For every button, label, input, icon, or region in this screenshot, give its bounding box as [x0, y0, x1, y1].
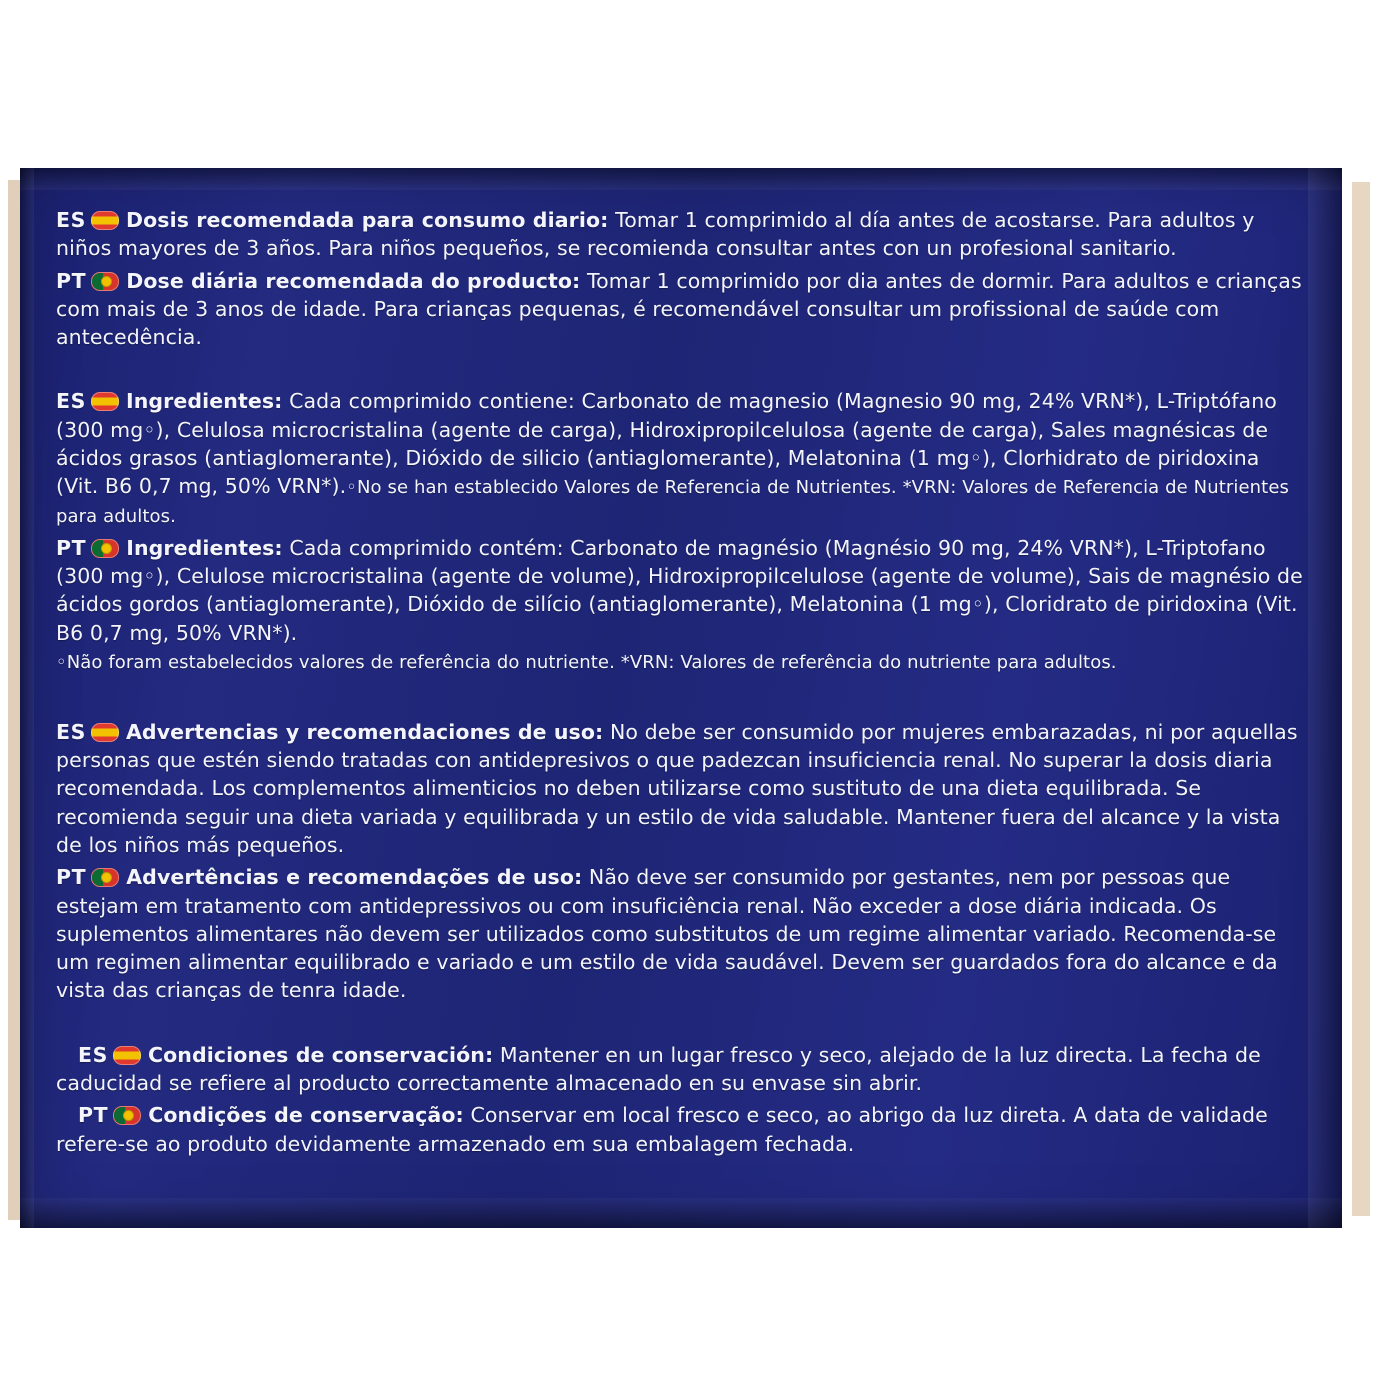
section-dosage [56, 206, 1304, 351]
ingredients-pt-footnote-paragraph [56, 651, 1304, 676]
ingredients-es-heading: Ingredientes: [125, 389, 283, 414]
ingredients-pt-body: Cada comprimido contém: Carbonato de magnésio (Magnésio 90 mg, 24% VRN*), L-Triptofano (300 mg◦), Celulose microcristalina (agente de volume), Hidroxipropilcelulose (agente de volume), Sais de magnésio de ácidos gordos (antiaglomerante), Dióxido de silício (antiaglomerante), Melatonina (1 mg◦), Cloridrato de piridoxina (Vit. B6 0,7 mg, 50% VRN*). [56, 535, 1303, 645]
warnings-pt-heading: Advertências e recomendações de uso: [126, 865, 583, 890]
storage-es-paragraph [56, 1041, 1304, 1098]
dosage-pt-paragraph [56, 267, 1304, 352]
section-warnings [56, 718, 1304, 1005]
warnings-pt-body: Não deve ser consumido por gestantes, nem por pessoas que estejam em tratamento com antidepressivos ou com insuficiência renal. Não exceder a dose diária indicada. Os suplementos alimentares não devem ser utilizados como substitutos de um regime alimentar variado. Recomenda-se um regimen alimentar equilibrado e variado e um estilo de vida saudável. Devem ser guardados fora do alcance e da vista das crianças de tenra idade. [56, 865, 1278, 1003]
flag-spain-icon [113, 1046, 141, 1065]
lang-code-pt: PT [56, 268, 87, 293]
package-left-edge [20, 168, 34, 1228]
ingredients-pt-footnote: ◦Não foram estabelecidos valores de referência do nutriente. *VRN: Valores de referência do nutriente para adultos. [56, 652, 1117, 674]
flag-portugal-icon [91, 868, 119, 887]
lang-code-pt: PT [56, 535, 87, 560]
storage-pt-heading: Condições de conservação: [148, 1103, 464, 1128]
label-text-content [56, 206, 1304, 1174]
warnings-es-body: No debe ser consumido por mujeres embarazadas, ni por aquellas personas que estén siendo tratadas con antidepresivos o que padezcan insuficiencia renal. No superar la dosis diaria recomendada. Los complementos alimenticios no deben utilizarse como sustituto de una dieta equilibrada. Se recomienda seguir una dieta variada y equilibrada y un estilo de vida saludable. Mantener fuera del alcance y la vista de los niños más pequeños. [56, 719, 1298, 857]
flag-portugal-icon [113, 1106, 141, 1125]
flag-portugal-icon [91, 539, 119, 558]
dosage-pt-body: Tomar 1 comprimido por dia antes de dormir. Para adultos e crianças com mais de 3 anos de idade. Para crianças pequenas, é recomendável consultar um profissional de saúde com antecedência. [56, 268, 1302, 350]
storage-pt-body: Conservar em local fresco e seco, ao abrigo da luz direta. A data de validade refere-se ao produto devidamente armazenado em sua embalagem fechada. [56, 1103, 1268, 1156]
divider-space-3 [56, 1021, 1304, 1041]
carton-edge-right [1352, 182, 1370, 1216]
ingredients-pt-paragraph [56, 534, 1304, 647]
warnings-es-heading: Advertencias y recomendaciones de uso: [125, 719, 604, 744]
storage-pt-paragraph [56, 1101, 1304, 1158]
package-back-panel [20, 168, 1342, 1228]
ingredients-pt-heading: Ingredientes: [126, 535, 283, 560]
lang-code-pt: PT [56, 865, 87, 890]
lang-code-es: ES [56, 208, 86, 232]
ingredients-es-footnote: ◦No se han establecido Valores de Referencia de Nutrientes. *VRN: Valores de Referencia de Nutrientes para adultos. [56, 477, 1289, 528]
divider-space-1 [56, 367, 1304, 387]
divider-space-2 [56, 692, 1304, 718]
section-ingredients [56, 387, 1304, 675]
lang-code-es: ES [78, 1042, 108, 1067]
package-top-fold [20, 168, 1342, 190]
section-storage [56, 1041, 1304, 1158]
lang-code-pt: PT [78, 1103, 109, 1128]
package-bottom-fold [20, 1198, 1342, 1228]
storage-es-body: Mantener en un lugar fresco y seco, alejado de la luz directa. La fecha de caducidad se refiere al producto correctamente almacenado en su envase sin abrir. [56, 1042, 1261, 1095]
flag-spain-icon [91, 723, 119, 742]
warnings-pt-paragraph [56, 863, 1304, 1004]
dosage-pt-heading: Dose diária recomendada do producto: [126, 268, 581, 293]
lang-code-es: ES [56, 719, 86, 744]
storage-es-heading: Condiciones de conservación: [147, 1042, 494, 1067]
dosage-es-heading: Dosis recomendada para consumo diario: [125, 208, 609, 232]
dosage-es-body: Tomar 1 comprimido al día antes de acostarse. Para adultos y niños mayores de 3 años. Para niños pequeños, se recomienda consultar antes con un profesional sanitario. [56, 208, 1255, 261]
warnings-es-paragraph [56, 718, 1304, 859]
flag-portugal-icon [91, 272, 119, 291]
flag-spain-icon [91, 211, 119, 230]
package-right-edge [1308, 168, 1342, 1228]
dosage-es-paragraph [56, 206, 1304, 263]
ingredients-es-paragraph [56, 387, 1304, 530]
ingredients-es-body: Cada comprimido contiene: Carbonato de magnesio (Magnesio 90 mg, 24% VRN*), L-Triptófano (300 mg◦), Celulosa microcristalina (agente de carga), Hidroxipropilcelulosa (agente de carga), Sales magnésicas de ácidos grasos (antiaglomerante), Dióxido de silicio (antiaglomerante), Melatonina (1 mg◦), Clorhidrato de piridoxina (Vit. B6 0,7 mg, 50% VRN*). [56, 389, 1277, 499]
flag-spain-icon [91, 392, 119, 411]
lang-code-es: ES [56, 389, 86, 414]
